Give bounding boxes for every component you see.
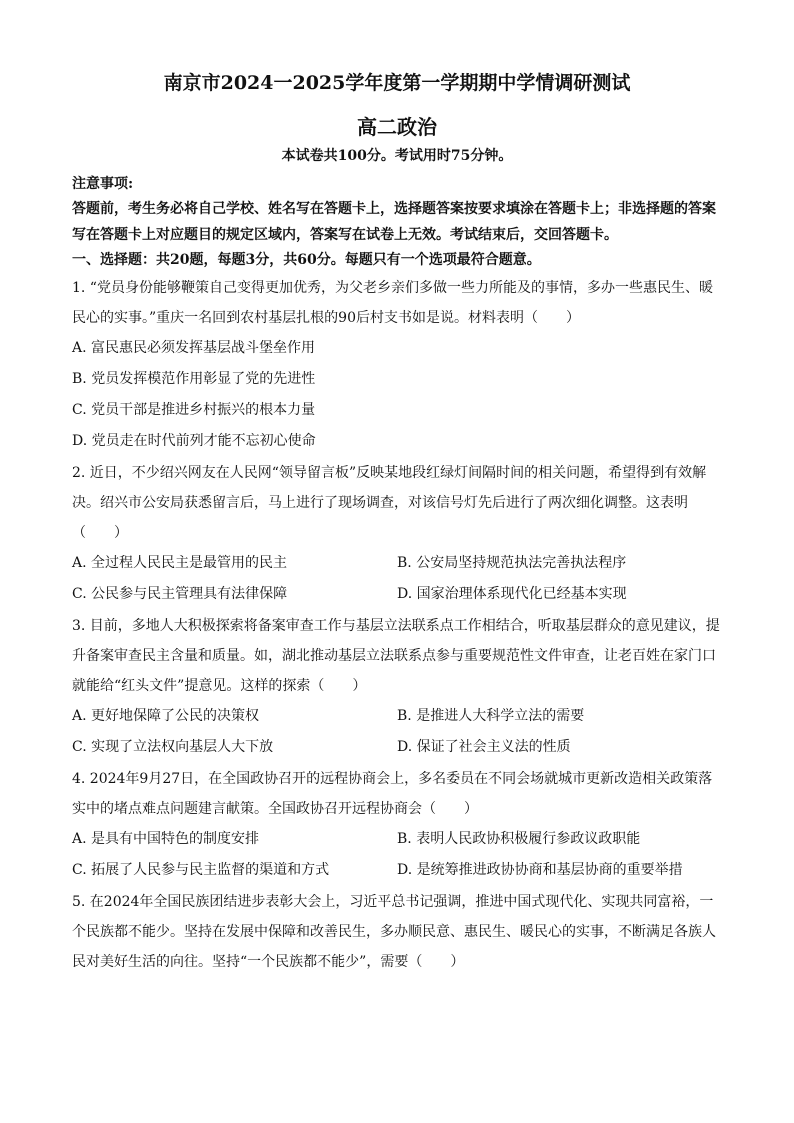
question-1	[72, 273, 722, 457]
subject-title: 高二政治	[357, 115, 437, 139]
notice-heading: 注意事项:	[72, 176, 134, 192]
option-row	[72, 855, 722, 886]
option-d: D. 党员走在时代前列才能不忘初心使命	[72, 433, 316, 449]
option-c: C. 公民参与民主管理具有法律保障	[72, 586, 288, 602]
option-d: D. 国家治理体系现代化已经基本实现	[397, 586, 627, 602]
section-heading: 一、选择题：共20题，每题3分，共60分。每题只有一个选项最符合题意。	[72, 252, 541, 268]
option-d: D. 是统筹推进政协协商和基层协商的重要举措	[397, 862, 683, 878]
option-row	[72, 548, 722, 579]
option-a: A. 全过程人民民主是最管用的民主	[72, 555, 288, 571]
question-stem: 1. “党员身份能够鞭策自己变得更加优秀，为父老乡亲们多做一些力所能及的事情，多办一些惠民生、暖民心的实事。”重庆一名回到农村基层扎根的90后村支书如是说。材料表明（ ）	[72, 280, 713, 326]
option-c: C. 党员干部是推进乡村振兴的根本力量	[72, 402, 316, 418]
question-2	[72, 458, 722, 610]
option-row	[72, 824, 722, 855]
option-b: B. 公安局坚持规范执法完善执法程序	[397, 555, 627, 571]
option-row	[72, 701, 722, 732]
notice-body: 答题前，考生务必将自己学校、姓名写在答题卡上，选择题答案按要求填涂在答题卡上；非选择题的答案写在答题卡上对应题目的规定区域内，答案写在试卷上无效。考试结束后，交回答题卡。	[72, 201, 716, 243]
option-c: C. 实现了立法权向基层人大下放	[72, 739, 274, 755]
question-stem: 5. 在2024年全国民族团结进步表彰大会上，习近平总书记强调，推进中国式现代化、实现共同富裕，一个民族都不能少。坚持在发展中保障和改善民生，多办顺民意、惠民生、暖民心的实事，不断满足各族人民对美好生活的向往。坚持“一个民族都不能少”，需要（ ）	[72, 894, 716, 970]
question-stem: 4. 2024年9月27日，在全国政协召开的远程协商会上，多名委员在不同会场就城市更新改造相关政策落实中的堵点难点问题建言献策。全国政协召开远程协商会（ ）	[72, 771, 713, 817]
exam-content	[72, 172, 722, 977]
question-stem: 2. 近日，不少绍兴网友在人民网“领导留言板”反映某地段红绿灯间隔时间的相关问题，希望得到有效解决。绍兴市公安局获悉留言后，马上进行了现场调查，对该信号灯先后进行了两次细化调整。这表明（ ）	[72, 465, 707, 541]
option-row	[72, 579, 722, 610]
option-a: A. 更好地保障了公民的决策权	[72, 708, 260, 724]
exam-info: 本试卷共100分。考试用时75分钟。	[281, 148, 513, 164]
option-b: B. 是推进人大科学立法的需要	[397, 708, 585, 724]
option-b: B. 党员发挥模范作用彰显了党的先进性	[72, 371, 316, 387]
option-a: A. 富民惠民必须发挥基层战斗堡垒作用	[72, 340, 316, 356]
option-c: C. 拓展了人民参与民主监督的渠道和方式	[72, 862, 330, 878]
option-a: A. 是具有中国特色的制度安排	[72, 831, 260, 847]
exam-title: 南京市2024一2025学年度第一学期期中学情调研测试	[163, 72, 631, 94]
option-row	[72, 732, 722, 763]
question-4	[72, 764, 722, 886]
option-b: B. 表明人民政协积极履行参政议政职能	[397, 831, 641, 847]
question-5	[72, 887, 722, 977]
option-d: D. 保证了社会主义法的性质	[397, 739, 571, 755]
question-3	[72, 611, 722, 763]
question-stem: 3. 目前，多地人大积极探索将备案审查工作与基层立法联系点工作相结合，听取基层群众的意见建议，提升备案审查民主含量和质量。如，湖北推动基层立法联系点参与重要规范性文件审查，让老百姓在家门口就能给“红头文件”提意见。这样的探索（ ）	[72, 618, 720, 694]
